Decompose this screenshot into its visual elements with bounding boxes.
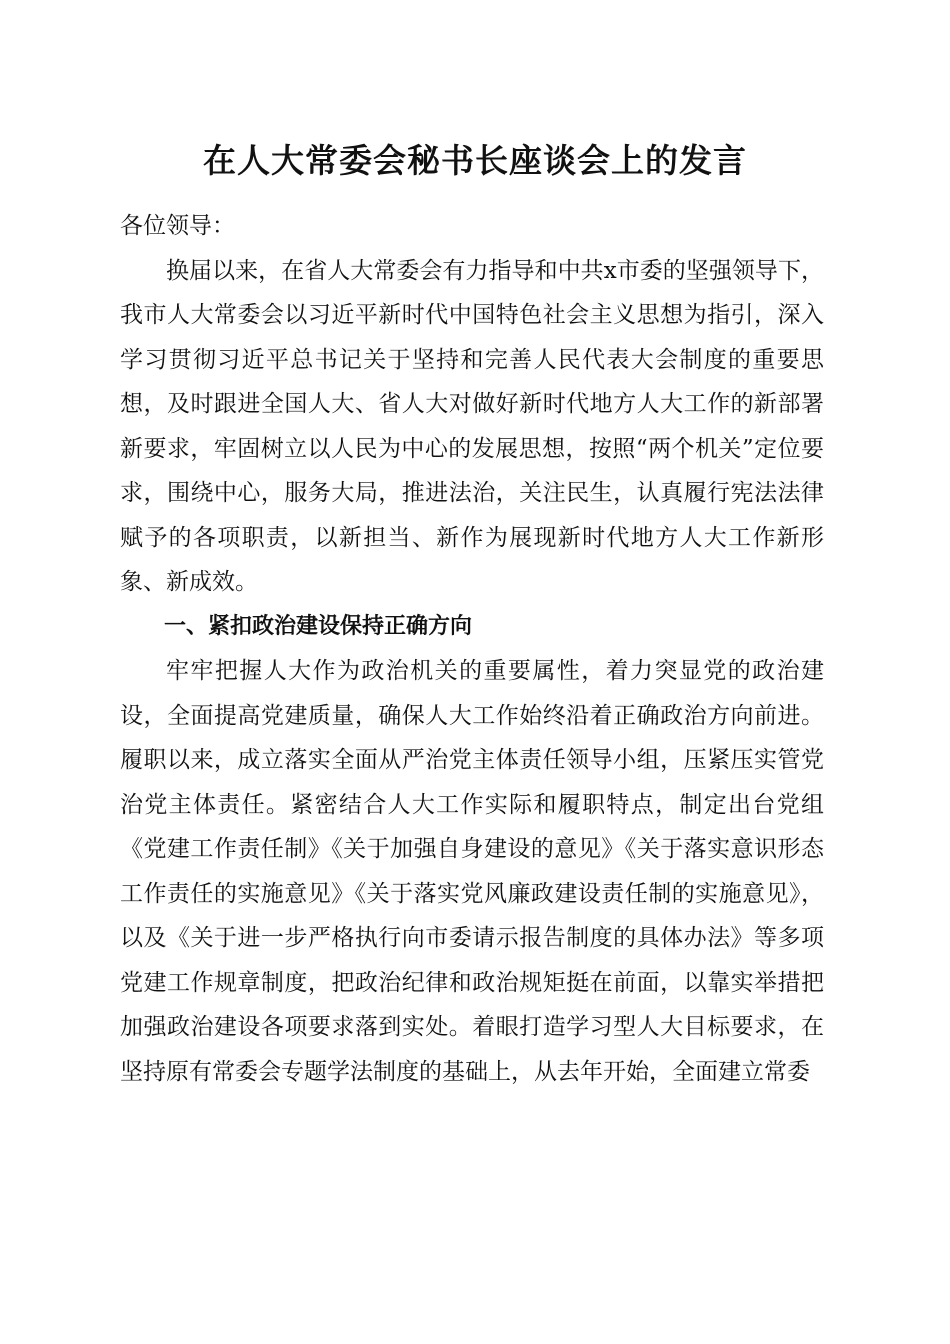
document-title: 在人大常委会秘书长座谈会上的发言: [203, 141, 747, 180]
section-paragraph: 牢牢把握人大作为政治机关的重要属性，着力突显党的政治建设，全面提高党建质量，确保人大工作始终沿着正确政治方向前进。履职以来，成立落实全面从严治党主体责任领导小组，压紧压实管党治党主体责任。紧密结合人大工作实际和履职特点，制定出台党组《党建工作责任制》《关于加强自身建设的意见》《关于落实意识形态工作责任的实施意见》《关于落实党风廉政建设责任制的实施意见》，以及《关于进一步严格执行向市委请示报告制度的具体办法》等多项党建工作规章制度，把政治纪律和政治规矩挺在前面，以靠实举措把加强政治建设各项要求落到实处。着眼打造学习型人大目标要求，在坚持原有常委会专题学法制度的基础上，从去年开始，全面建立常委: [120, 658, 824, 1085]
document-body: [120, 204, 824, 1094]
salutation: 各位领导：: [120, 213, 235, 239]
section-heading: 一、紧扣政治建设保持正确方向: [164, 613, 473, 639]
intro-paragraph: 换届以来，在省人大常委会有力指导和中共x市委的坚强领导下，我市人大常委会以习近平新时代中国特色社会主义思想为指引，深入学习贯彻习近平总书记关于坚持和完善人民代表大会制度的重要思想，及时跟进全国人大、省人大对做好新时代地方人大工作的新部署新要求，牢固树立以人民为中心的发展思想，按照“两个机关”定位要求，围绕中心，服务大局，推进法治，关注民生，认真履行宪法法律赋予的各项职责，以新担当、新作为展现新时代地方人大工作新形象、新成效。: [120, 257, 824, 595]
